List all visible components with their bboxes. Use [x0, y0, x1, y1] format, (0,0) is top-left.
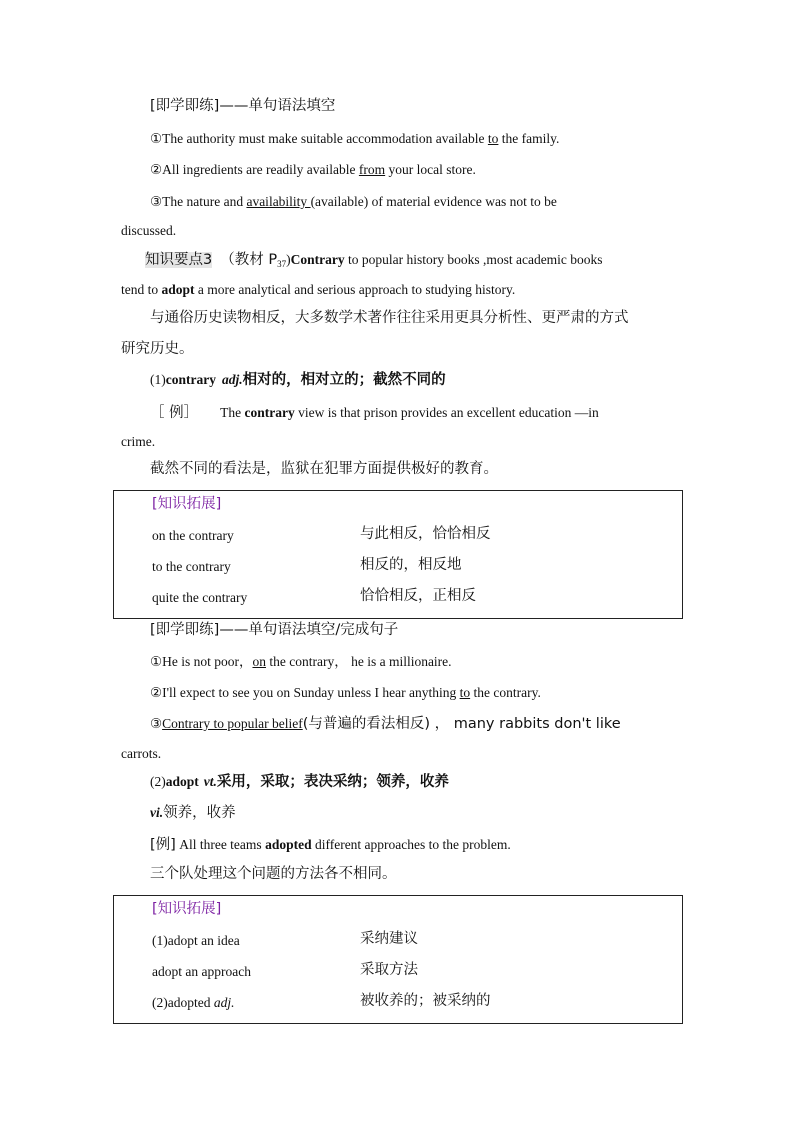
answer-blank: to: [487, 131, 499, 146]
exercise-1-3-cont: discussed.: [121, 223, 177, 238]
extension-item-cn: 采取方法: [360, 962, 418, 978]
extension-item-cn: 被收养的；被采纳的: [360, 993, 491, 1009]
exercise-1-1: ①The authority must make suitable accommodation available to the family.: [150, 131, 560, 146]
answer-blank: from: [358, 162, 386, 177]
extension-item-en: to the contrary: [152, 559, 231, 574]
knowledge-extension-box-2: [113, 895, 683, 1024]
practice-header-2: [即学即练]——单句语法填空/完成句子: [150, 622, 399, 638]
contrary-heading: (1)contrary adj.相对的，相对立的；截然不同的: [150, 372, 446, 388]
extension-item-cn: 相反的，相反地: [360, 557, 462, 573]
contrary-example-cont: crime.: [121, 434, 156, 449]
extension-item-en: on the contrary: [152, 528, 234, 543]
exercise-2-3: ③Contrary to popular belief(与普遍的看法相反) ， many rabbits don't like: [150, 716, 621, 732]
extension-item-en: (1)adopt an idea: [152, 933, 240, 948]
exercise-2-1: ①He is not poor，on the contrary， he is a millionaire.: [150, 654, 452, 669]
adopt-example: [例] All three teams adopted different approaches to the problem.: [150, 837, 511, 853]
extension-item-cn: 采纳建议: [360, 931, 418, 947]
keypoint-3-line2: tend to adopt a more analytical and serious approach to studying history.: [121, 282, 516, 297]
exercise-2-3-cont: carrots.: [121, 746, 162, 761]
contrary-example-translation: 截然不同的看法是，监狱在犯罪方面提供极好的教育。: [150, 461, 498, 477]
extension-title: [知识拓展]: [152, 496, 222, 512]
extension-item-cn: 恰恰相反，正相反: [360, 588, 476, 604]
answer-blank: Contrary to popular belief: [162, 716, 303, 731]
keypoint-tag: 知识要点3: [145, 252, 213, 268]
extension-item-en: (2)adopted adj.: [152, 995, 235, 1010]
exercise-1-2: ②All ingredients are readily available from your local store.: [150, 162, 476, 177]
extension-item-en: quite the contrary: [152, 590, 248, 605]
extension-title: [知识拓展]: [152, 901, 222, 917]
adopt-heading: (2)adopt vt.采用，采取；表决采纳；领养，收养: [150, 774, 449, 790]
practice-header-1: [即学即练]——单句语法填空: [150, 98, 336, 114]
exercise-1-3: ③The nature and availability (available) of material evidence was not to be: [150, 194, 557, 209]
adopt-heading-2: vi.领养，收养: [150, 805, 236, 821]
exercise-2-2: ②I'll expect to see you on Sunday unless I hear anything to the contrary.: [150, 685, 541, 700]
contrary-example: ［ 例］ The contrary view is that prison provides an excellent education —in: [150, 405, 599, 421]
keypoint-3-translation-1: 与通俗历史读物相反，大多数学术著作往往采用更具分析性、更严肃的方式: [150, 310, 629, 326]
keypoint-3-translation-2: 研究历史。: [121, 341, 194, 357]
extension-item-cn: 与此相反，恰恰相反: [360, 526, 491, 542]
answer-blank: availability: [246, 194, 311, 209]
keypoint-3-line1: 知识要点3 （教材 $P_{37})Contrary$ to popular history books ,most academic books: [145, 252, 603, 269]
answer-blank: to: [459, 685, 471, 700]
adopt-example-translation: 三个队处理这个问题的方法各不相同。: [150, 866, 397, 882]
answer-blank: on: [252, 654, 266, 669]
extension-item-en: adopt an approach: [152, 964, 251, 979]
knowledge-extension-box-1: [113, 490, 683, 619]
